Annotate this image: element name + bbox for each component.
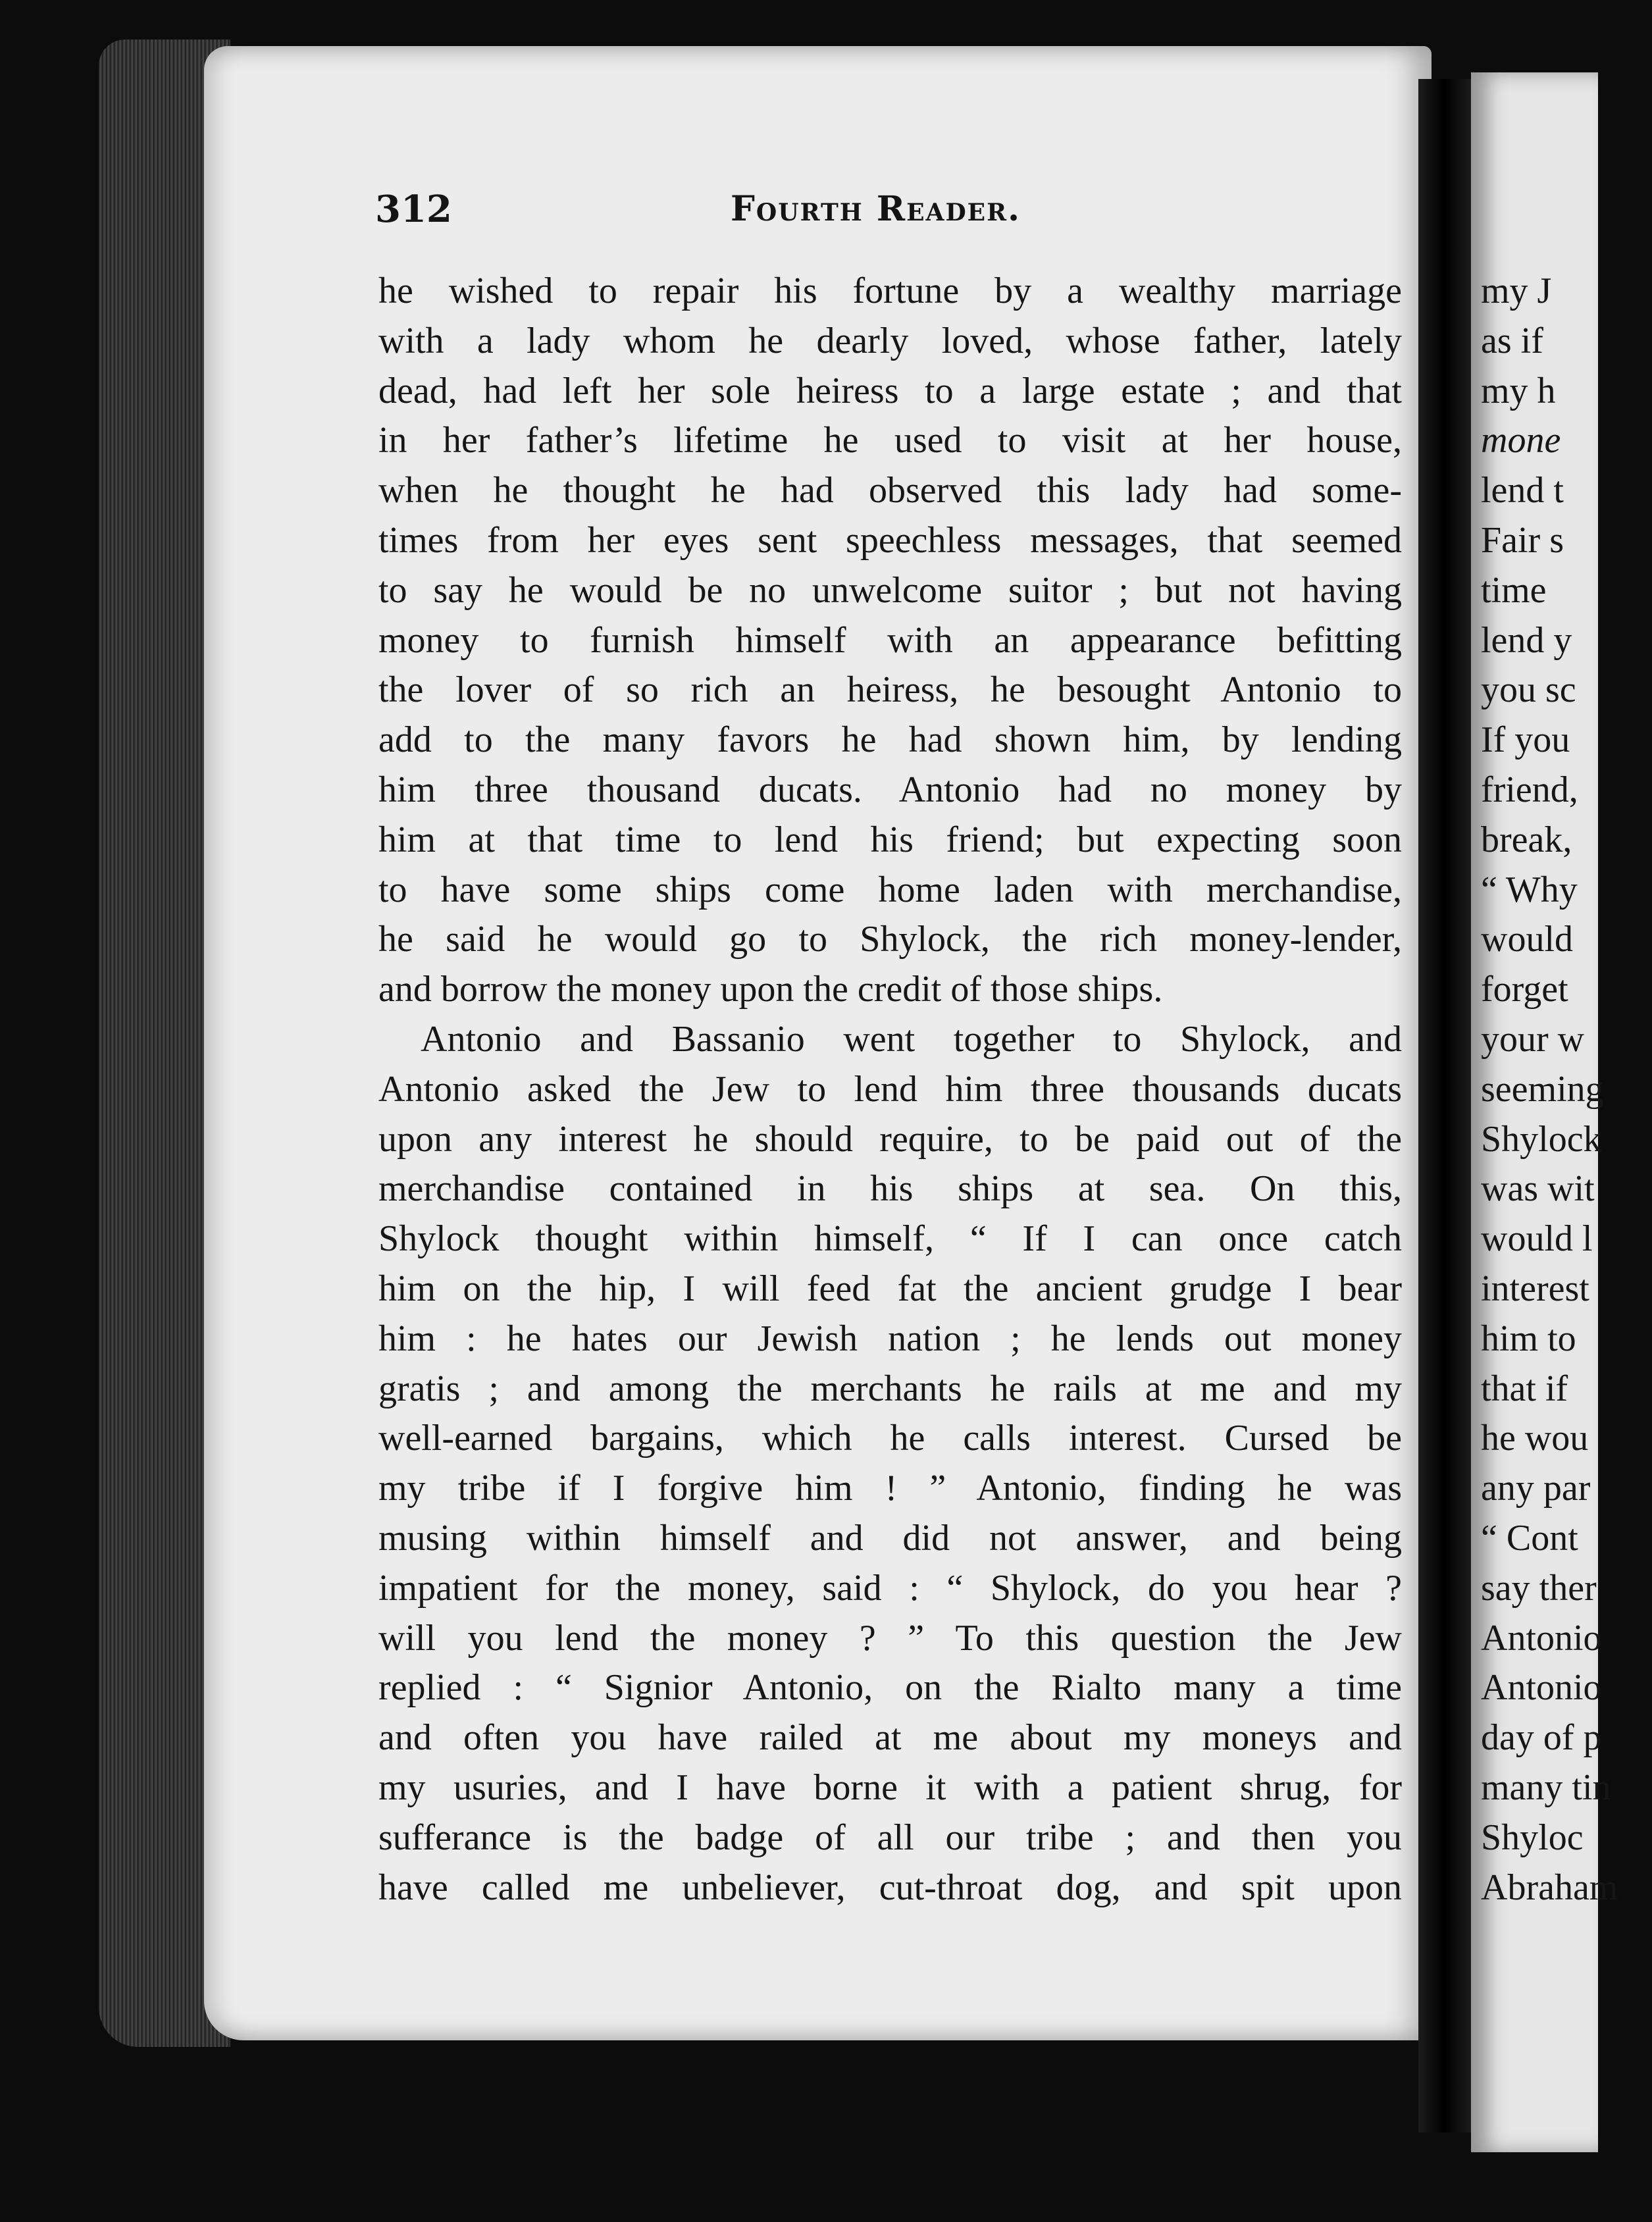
text-line: Shylock thought within himself, “ If I can once catch xyxy=(378,1218,1402,1260)
text-line: as if xyxy=(1481,320,1543,361)
text-line: upon any interest he should require, to be paid out of the xyxy=(378,1118,1402,1160)
text-line: to say he would be no unwelcome suitor ; but not having xyxy=(378,569,1402,611)
text-line: him : he hates our Jewish nation ; he lends out money xyxy=(378,1318,1402,1359)
text-line: Shyloc xyxy=(1481,1817,1584,1858)
text-line: time xyxy=(1481,569,1547,611)
page-number: 312 xyxy=(375,188,452,231)
text-line: interest xyxy=(1481,1268,1589,1309)
text-line: say ther xyxy=(1481,1567,1597,1609)
text-line: well-earned bargains, which he calls interest. Cursed be xyxy=(378,1418,1402,1459)
text-line: and often you have railed at me about my moneys and xyxy=(378,1717,1402,1759)
text-line: he wished to repair his fortune by a wealthy marriage xyxy=(378,271,1402,311)
text-line: times from her eyes sent speechless messages, that seemed xyxy=(378,519,1402,561)
right-page-text-fragment xyxy=(1481,267,1652,1913)
text-line: my J xyxy=(1481,271,1552,311)
text-line: lend t xyxy=(1481,470,1564,511)
text-line: he said he would go to Shylock, the rich money-lender, xyxy=(378,919,1402,960)
text-line: he wou xyxy=(1481,1418,1589,1459)
text-line: and borrow the money upon the credit of those ships. xyxy=(378,969,1163,1010)
text-line: my tribe if I forgive him ! ” Antonio, finding he was xyxy=(378,1468,1402,1509)
text-line: would l xyxy=(1481,1218,1593,1260)
text-line: will you lend the money ? ” To this question the Jew xyxy=(378,1617,1402,1659)
text-line: Fair s xyxy=(1481,519,1564,561)
text-line: dead, had left her sole heiress to a large estate ; and that xyxy=(378,370,1402,411)
text-line: forget xyxy=(1481,969,1568,1010)
text-line: to have some ships come home laden with merchandise, xyxy=(378,869,1402,910)
text-line: replied : “ Signior Antonio, on the Rialto many a time xyxy=(378,1667,1402,1709)
text-line: Antonio xyxy=(1481,1617,1602,1659)
text-line: was wit xyxy=(1481,1168,1595,1210)
text-line: him at that time to lend his friend; but expecting soon xyxy=(378,819,1402,860)
text-line: have called me unbeliever, cut-throat dog, and spit upon xyxy=(378,1867,1402,1908)
text-line: the lover of so rich an heiress, he besought Antonio to xyxy=(378,669,1402,711)
text-line: break, xyxy=(1481,819,1572,860)
text-line: Shylock xyxy=(1481,1118,1602,1160)
text-line: seeming xyxy=(1481,1068,1604,1110)
left-page-text xyxy=(378,267,1402,1913)
text-line: Antonio asked the Jew to lend him three thousands ducats xyxy=(378,1068,1402,1110)
text-line: sufferance is the badge of all our tribe ; and then you xyxy=(378,1817,1402,1858)
text-line: add to the many favors he had shown him, by lending xyxy=(378,719,1402,761)
book-gutter xyxy=(1418,79,1471,2132)
running-head xyxy=(375,188,1402,234)
text-line: my h xyxy=(1481,370,1556,411)
text-line: day of p xyxy=(1481,1717,1602,1759)
running-title: Fourth Reader. xyxy=(731,189,1021,229)
text-line: musing within himself and did not answer, and being xyxy=(378,1517,1402,1559)
text-line: him on the hip, I will feed fat the ancient grudge I bear xyxy=(378,1268,1402,1309)
text-line: you sc xyxy=(1481,669,1576,711)
text-line: If you xyxy=(1481,719,1570,761)
text-line: “ Why xyxy=(1481,869,1578,910)
text-line: with a lady whom he dearly loved, whose father, lately xyxy=(378,320,1402,361)
text-line: lend y xyxy=(1481,619,1572,661)
text-line: many tin xyxy=(1481,1767,1611,1808)
text-line: friend, xyxy=(1481,769,1578,810)
text-line: your w xyxy=(1481,1018,1585,1060)
text-line: him to xyxy=(1481,1318,1576,1359)
text-line: Abraham xyxy=(1481,1867,1618,1908)
text-line: him three thousand ducats. Antonio had no money by xyxy=(378,769,1402,810)
text-line: would xyxy=(1481,919,1573,960)
text-line: impatient for the money, said : “ Shylock, do you hear ? xyxy=(378,1567,1402,1609)
text-line: Antonio xyxy=(1481,1667,1602,1709)
text-line: gratis ; and among the merchants he rails at me and my xyxy=(378,1368,1402,1409)
text-line: money to furnish himself with an appearance befitting xyxy=(378,619,1402,661)
text-line: my usuries, and I have borne it with a patient shrug, for xyxy=(378,1767,1402,1808)
text-line: mone xyxy=(1481,420,1561,461)
text-line: Antonio and Bassanio went together to Shylock, and xyxy=(421,1018,1402,1060)
text-line: any par xyxy=(1481,1468,1591,1509)
text-line: “ Cont xyxy=(1481,1517,1578,1559)
text-line: that if xyxy=(1481,1368,1568,1409)
text-line: in her father’s lifetime he used to visit at her house, xyxy=(378,420,1402,461)
text-line: merchandise contained in his ships at sea. On this, xyxy=(378,1168,1402,1210)
text-line: when he thought he had observed this lady had some- xyxy=(378,470,1402,511)
